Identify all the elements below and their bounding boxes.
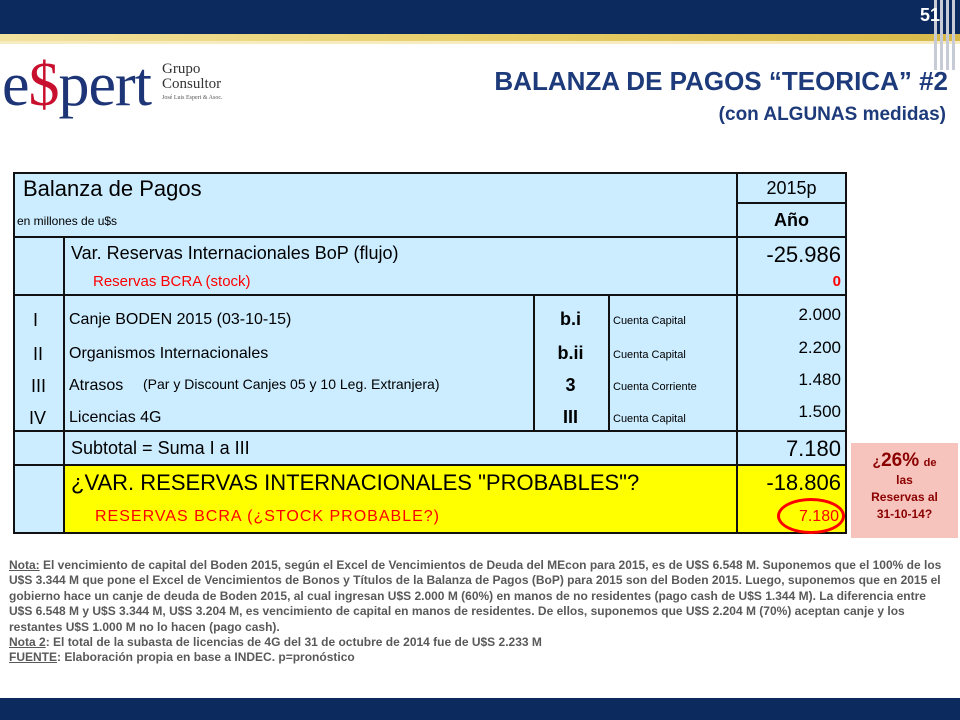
row-3-code: 3 [565, 375, 576, 395]
highlight-circle [777, 498, 845, 534]
row-3-value: 1.480 [798, 370, 841, 389]
header-gold-stripe [0, 34, 960, 41]
balance-of-payments-table [13, 172, 847, 534]
note-2: Nota 2: El total de la subasta de licencias de 4G del 31 de octubre de 2014 fue de U$S 2.233 M [9, 635, 542, 650]
row-2-roman: II [33, 344, 44, 364]
row-2-code: b.ii [557, 343, 584, 363]
row-1-code: b.i [560, 309, 581, 329]
row-4-code: III [562, 407, 578, 427]
slide-title: BALANZA DE PAGOS “TEORICA” #2 [494, 66, 948, 96]
row-4-value: 1.500 [798, 402, 841, 421]
row-1-account: Cuenta Capital [613, 315, 686, 327]
header-light-stripe [0, 41, 960, 44]
var-reserves-value: -25.986 [766, 242, 841, 267]
row-2-value: 2.200 [798, 338, 841, 357]
probable-label: ¿VAR. RESERVAS INTERNACIONALES "PROBABLES"? [71, 470, 640, 495]
row-3-roman: III [31, 376, 47, 396]
row-1-roman: I [33, 310, 39, 330]
row-1-value: 2.000 [798, 305, 841, 324]
probable-stock-value: 7.180 [798, 508, 839, 525]
slide-subtitle: (con ALGUNAS medidas) [718, 104, 946, 125]
table-units: en millones de u$s [17, 214, 118, 228]
row-3-label: Atrasos [69, 377, 124, 394]
reserves-callout: ¿26% de las Reservas al 31-10-14? [851, 443, 958, 538]
source-note: FUENTE: Elaboración propia en base a INDEC. p=pronóstico [9, 650, 355, 665]
var-reserves-label: Var. Reservas Internacionales BoP (flujo) [71, 243, 399, 263]
footnotes [9, 558, 949, 666]
footer-bar [0, 698, 960, 720]
stock-value: 0 [832, 273, 841, 290]
table-title: Balanza de Pagos [23, 176, 202, 201]
row-3-note: (Par y Discount Canjes 05 y 10 Leg. Extranjera) [143, 376, 440, 392]
page-number: 51 [920, 5, 941, 25]
row-2-account: Cuenta Capital [613, 349, 686, 361]
espert-logo: e$pert Grupo Consultor José Luis Espert & Asoc. [2, 51, 223, 119]
probable-value: -18.806 [766, 470, 841, 495]
row-4-account: Cuenta Capital [613, 413, 686, 425]
row-1-label: Canje BODEN 2015 (03-10-15) [69, 311, 292, 328]
row-2-label: Organismos Internacionales [69, 345, 269, 362]
row-4-roman: IV [29, 408, 47, 428]
row-4-label: Licencias 4G [69, 409, 162, 426]
row-3-account: Cuenta Corriente [613, 381, 697, 393]
probable-stock-label: RESERVAS BCRA (¿STOCK PROBABLE?) [95, 508, 440, 525]
subtotal-value: 7.180 [785, 436, 841, 461]
note-1: Nota: El vencimiento de capital del Boden 2015, según el Excel de Vencimientos de Deuda del MEcon para 2015, es de U$S 6.548 M. Suponemos que el 100% de los U$S 3.344 M que pone el Excel de Vencimientos de Bonos y Títulos de la Balanza de Pagos (BoP) para 2015 son del Boden 2015. Luego, suponemos que en 2015 el gobierno hace un canje de deuda de Boden 2015, al cual ingresan U$S 2.000 M (60%) en manos de no residentes (pago cash de U$S 1.344 M). La diferencia entre U$S 6.548 M y U$S 3.344 M, U$S 3.204 M, es vencimiento de capital en manos de residentes. De ellos, suponemos que U$S 2.204 M (70%) aceptan canje y los restantes U$S 1.000 M no lo hacen (pago cash). [9, 558, 942, 634]
header-bar [0, 0, 960, 34]
year-label: Año [774, 210, 809, 230]
subtotal-label: Subtotal = Suma I a III [71, 438, 250, 458]
stock-label: Reservas BCRA (stock) [93, 273, 251, 290]
year-header: 2015p [766, 178, 817, 198]
